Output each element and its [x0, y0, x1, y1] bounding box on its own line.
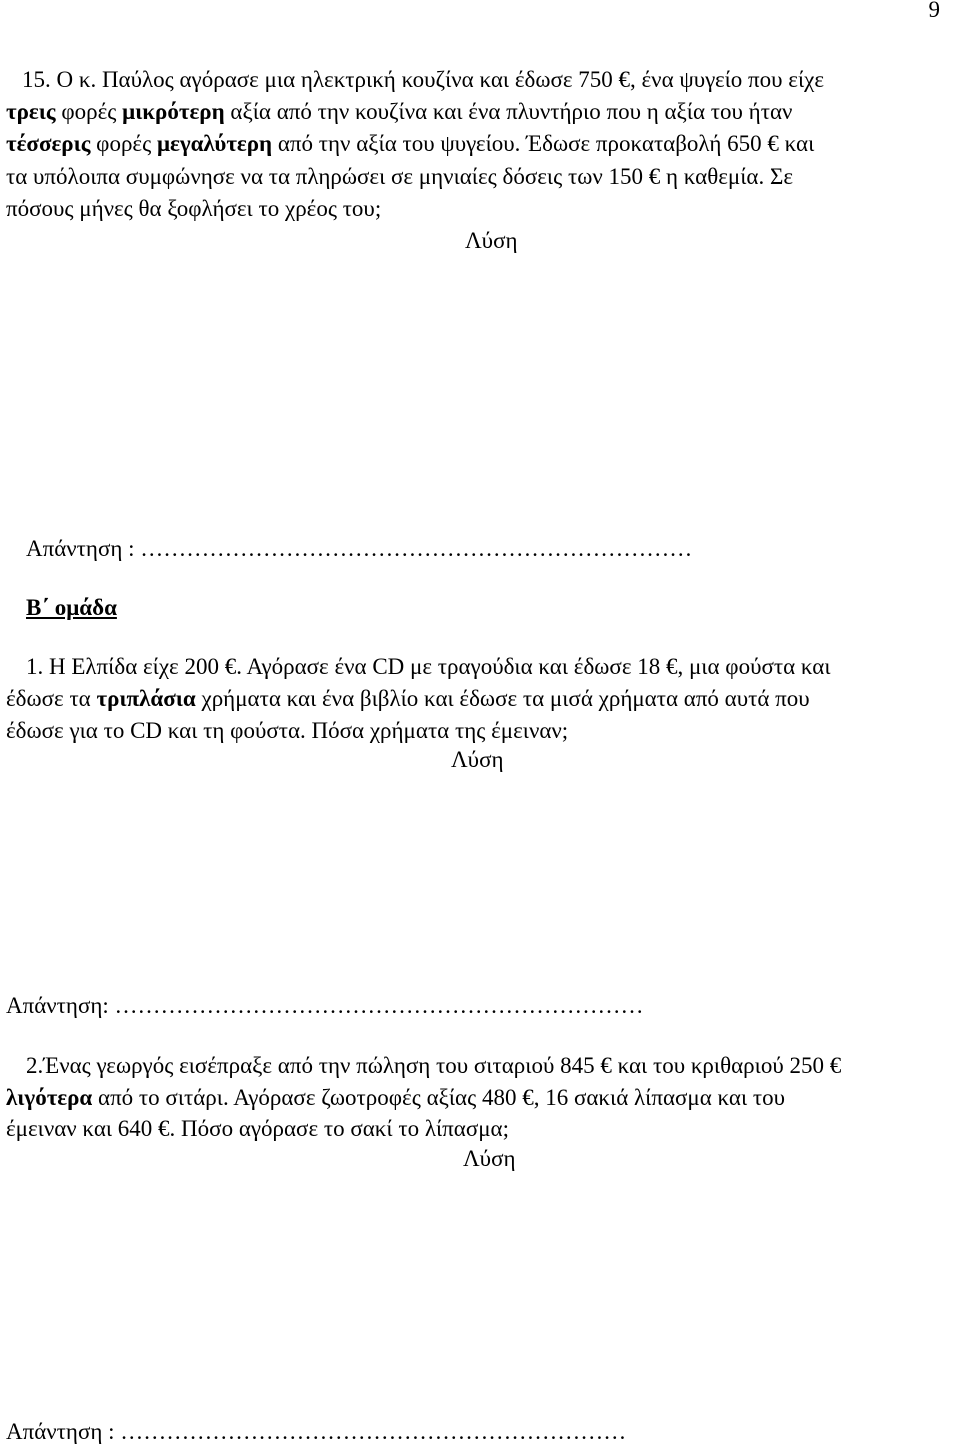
solution-label: Λύση	[463, 1146, 516, 1171]
problem-1-line-1: 1. Η Ελπίδα είχε 200 €. Αγόρασε ένα CD με τραγούδια και έδωσε 18 €, μια φούστα και	[26, 654, 831, 679]
problem-15-line-3	[6, 128, 814, 160]
answer-line: Απάντηση : …………………………………………………………	[6, 1419, 627, 1444]
page-number: 9	[928, 0, 940, 22]
text-run: από την αξία του ψυγείου. Έδωσε προκαταβολή 650 € και	[272, 131, 815, 156]
emphasis-text: τέσσερις	[6, 131, 91, 156]
problem-15-line-4: τα υπόλοιπα συμφώνησε να τα πληρώσει σε μηνιαίες δόσεις των 150 € η καθεμία. Σε	[6, 164, 793, 189]
problem-1-line-2	[6, 683, 810, 715]
text-run: έδωσε τα	[6, 686, 97, 711]
emphasis-text: τριπλάσια	[96, 686, 196, 711]
solution-label: Λύση	[465, 228, 518, 253]
text-run: φορές	[90, 131, 157, 156]
emphasis-text: μεγαλύτερη	[156, 131, 273, 156]
problem-2-line-1: 2.Ένας γεωργός εισέπραξε από την πώληση του σιταριού 845 € και του κριθαριού 250 €	[26, 1053, 842, 1078]
text-run: φορές	[55, 99, 123, 124]
text-run: από το σιτάρι. Αγόρασε ζωοτροφές αξίας 480 €, 16 σακιά λίπασμα και του	[92, 1085, 786, 1110]
text-run: χρήματα και ένα βιβλίο και έδωσε τα μισά χρήματα από αυτά που	[195, 686, 810, 711]
solution-label: Λύση	[451, 747, 504, 772]
emphasis-text: μικρότερη	[122, 99, 225, 124]
emphasis-text: λιγότερα	[6, 1085, 93, 1110]
emphasis-text: τρεις	[6, 99, 56, 124]
problem-15-line-1: 15. Ο κ. Παύλος αγόρασε μια ηλεκτρική κουζίνα και έδωσε 750 €, ένα ψυγείο που είχε	[22, 67, 825, 92]
problem-1-line-3: έδωσε για το CD και τη φούστα. Πόσα χρήματα της έμειναν;	[6, 718, 569, 743]
answer-line: Απάντηση: ……………………………………………………………	[6, 993, 644, 1018]
problem-2-line-2	[6, 1082, 785, 1114]
answer-line: Απάντηση : ………………………………………………………………	[26, 536, 693, 561]
problem-2-line-3: έμειναν και 640 €. Πόσο αγόρασε το σακί το λίπασμα;	[6, 1116, 510, 1141]
section-heading: Β΄ ομάδα	[26, 595, 117, 620]
problem-15-line-5: πόσους μήνες θα ξοφλήσει το χρέος του;	[6, 196, 382, 221]
text-run: αξία από την κουζίνα και ένα πλυντήριο που η αξία του ήταν	[224, 99, 793, 124]
problem-15-line-2	[6, 96, 792, 128]
